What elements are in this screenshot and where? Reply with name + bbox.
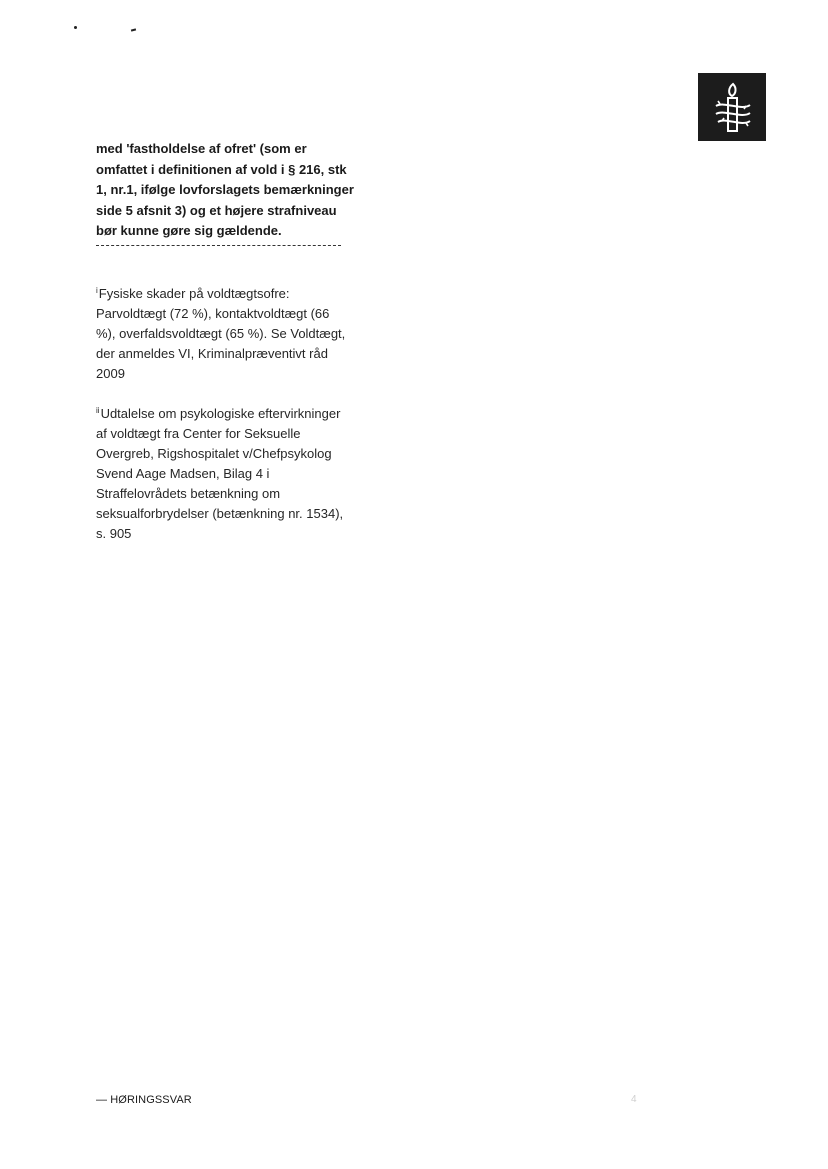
footnote xyxy=(96,401,348,544)
page-number: 4 xyxy=(631,1094,637,1105)
footer-document-type: — HØRINGSSVAR xyxy=(96,1094,192,1106)
body-paragraph: med 'fastholdelse af ofret' (som er omfattet i definitionen af vold i § 216, stk 1, nr.1, ifølge lovforslagets bemærkninger side 5 afsnit 3) og et højere strafniveau bør kunne gøre sig gældende. xyxy=(96,141,354,238)
footnote-text: Fysiske skader på voldtægtsofre: Parvoldtægt (72 %), kontaktvoldtægt (66 %), overfaldsvoldtægt (65 %). Se Voldtægt, der anmeldes VI, Kriminalpræventivt råd 2009 xyxy=(96,286,346,381)
footnote-text: Udtalelse om psykologiske eftervirkninger af voldtægt fra Center for Seksuelle Overgreb, Rigshospitalet v/Chefpsykolog Svend Aage Madsen, Bilag 4 i Straffelovrådets betænkning om seksualforbrydelser (betænkning nr. 1534), s. 905 xyxy=(96,406,344,541)
scan-speck xyxy=(131,28,136,31)
footnote-separator xyxy=(96,245,341,246)
footnote xyxy=(96,281,348,384)
footnote-marker: i xyxy=(96,286,98,295)
candle-barbed-wire-icon xyxy=(698,73,766,141)
footnote-marker: ii xyxy=(96,406,100,415)
scan-speck xyxy=(74,26,77,29)
organization-logo xyxy=(698,73,766,141)
